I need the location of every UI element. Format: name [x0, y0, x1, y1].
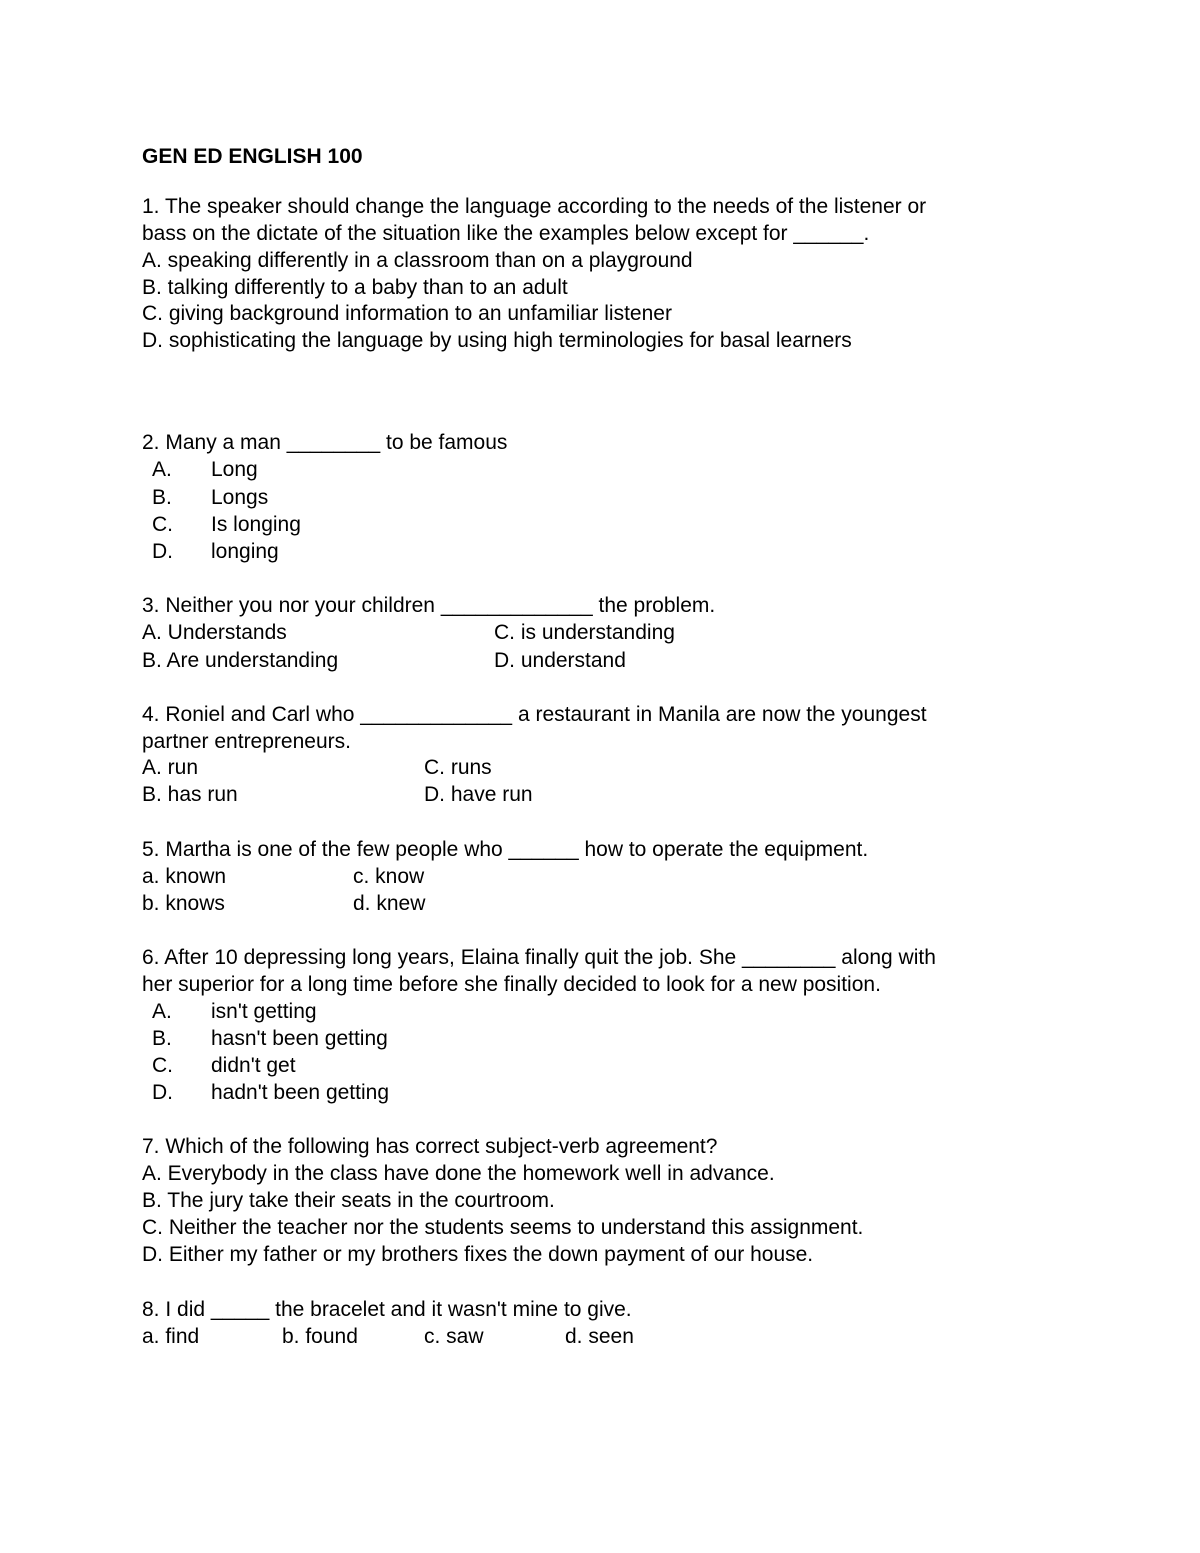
question-8-stem: 8. I did _____ the bracelet and it wasn't mine to give.	[142, 1298, 632, 1321]
question-4-stem-line-2: partner entrepreneurs.	[142, 730, 351, 753]
question-2-option-d-letter: D.	[152, 540, 173, 563]
question-3-option-d: D. understand	[494, 649, 626, 672]
question-2-option-b-text: Longs	[211, 486, 269, 509]
question-6-option-d-text: hadn't been getting	[211, 1081, 389, 1104]
question-3-option-a: A. Understands	[142, 621, 287, 644]
question-8-option-c: c. saw	[424, 1325, 484, 1348]
question-7-option-b: B. The jury take their seats in the courtroom.	[142, 1189, 555, 1212]
question-2-option-a-letter: A.	[152, 458, 172, 481]
question-4-stem-line-1: 4. Roniel and Carl who _____________ a restaurant in Manila are now the youngest	[142, 703, 927, 726]
question-1-option-b: B. talking differently to a baby than to an adult	[142, 276, 568, 299]
question-6-stem-line-1: 6. After 10 depressing long years, Elaina finally quit the job. She ________ along with	[142, 946, 936, 969]
question-3-option-c: C. is understanding	[494, 621, 675, 644]
question-4-option-b: B. has run	[142, 783, 238, 806]
question-4-option-c: C. runs	[424, 756, 492, 779]
question-6-option-a-text: isn't getting	[211, 1000, 317, 1023]
question-5-option-a: a. known	[142, 865, 227, 888]
question-6-option-a-letter: A.	[152, 1000, 172, 1023]
question-6-option-c-letter: C.	[152, 1054, 173, 1077]
question-2-option-c-text: Is longing	[211, 513, 301, 536]
question-6-option-b-text: hasn't been getting	[211, 1027, 388, 1050]
question-5-option-d: d. knew	[353, 892, 426, 915]
question-1-option-c: C. giving background information to an unfamiliar listener	[142, 302, 672, 325]
question-2-option-c-letter: C.	[152, 513, 173, 536]
question-7-stem: 7. Which of the following has correct subject-verb agreement?	[142, 1135, 718, 1158]
question-6-option-c-text: didn't get	[211, 1054, 296, 1077]
question-1-option-a: A. speaking differently in a classroom than on a playground	[142, 249, 693, 272]
question-6-option-b-letter: B.	[152, 1027, 172, 1050]
page-title: GEN ED ENGLISH 100	[142, 145, 363, 168]
question-2-option-b-letter: B.	[152, 486, 172, 509]
question-3-option-b: B. Are understanding	[142, 649, 339, 672]
question-5-option-b: b. knows	[142, 892, 225, 915]
question-3-stem: 3. Neither you nor your children _____________ the problem.	[142, 594, 716, 617]
question-1-stem-line-1: 1. The speaker should change the language according to the needs of the listener or	[142, 195, 927, 218]
question-2-option-d-text: longing	[211, 540, 279, 563]
question-8-option-a: a. find	[142, 1325, 200, 1348]
question-4-option-d: D. have run	[424, 783, 533, 806]
question-7-option-c: C. Neither the teacher nor the students seems to understand this assignment.	[142, 1216, 864, 1239]
question-4-option-a: A. run	[142, 756, 199, 779]
question-5-option-c: c. know	[353, 865, 425, 888]
question-1-stem-line-2: bass on the dictate of the situation like the examples below except for ______.	[142, 222, 870, 245]
question-6-stem-line-2: her superior for a long time before she finally decided to look for a new position.	[142, 973, 881, 996]
question-7-option-d: D. Either my father or my brothers fixes the down payment of our house.	[142, 1243, 814, 1266]
question-5-stem: 5. Martha is one of the few people who ______ how to operate the equipment.	[142, 838, 869, 861]
question-1-option-d: D. sophisticating the language by using high terminologies for basal learners	[142, 329, 852, 352]
question-2-stem: 2. Many a man ________ to be famous	[142, 431, 508, 454]
question-6-option-d-letter: D.	[152, 1081, 173, 1104]
question-2-option-a-text: Long	[211, 458, 258, 481]
question-7-option-a: A. Everybody in the class have done the homework well in advance.	[142, 1162, 775, 1185]
question-8-option-b: b. found	[282, 1325, 358, 1348]
question-8-option-d: d. seen	[565, 1325, 634, 1348]
